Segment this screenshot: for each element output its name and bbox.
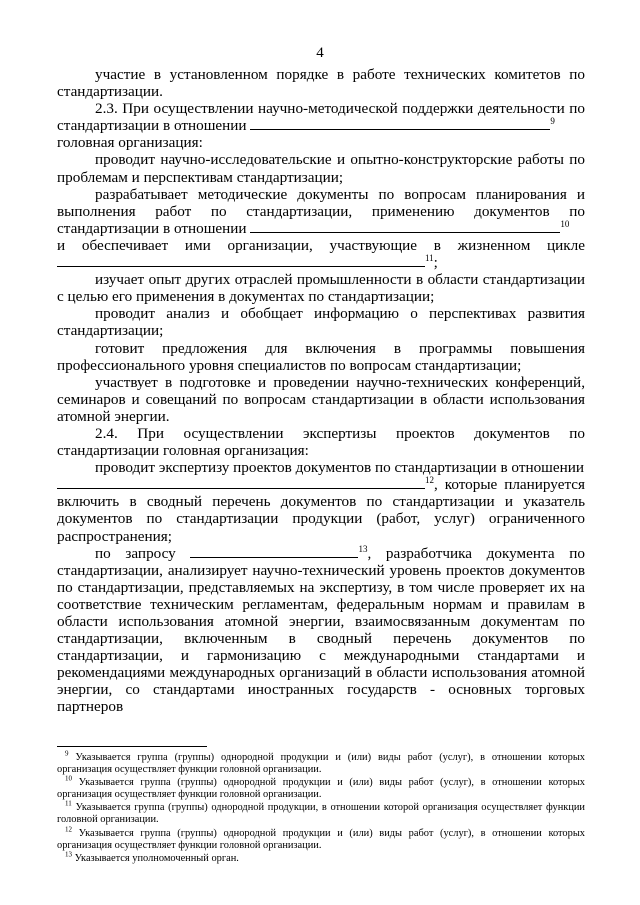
footnote-12: $^{12}$ Указывается группа (группы) однородной продукции и (или) виды работ (услуг), в отношении которых организация осуществляет функции головной организации.	[57, 825, 585, 851]
footnote-ref-12: 12	[425, 475, 434, 486]
footnote-ref-10: 10	[560, 218, 570, 229]
paragraph-methodics: разрабатывает методические документы по вопросам планирования и выполнения работ по стандартизации, применению документов по стандартизации в отношении $^{10}$	[57, 185, 585, 237]
footnote-13: $^{13}$ Указывается уполномоченный орган.	[65, 850, 239, 864]
paragraph-analysis: проводит анализ и обобщает информацию о перспективах развития стандартизации;	[57, 305, 585, 340]
paragraph-2-4: 2.4. При осуществлении экспертизы проектов документов по стандартизации головная организация:	[57, 424, 585, 460]
document-body	[57, 66, 585, 716]
blank-line	[57, 476, 425, 489]
paragraph-2-3: 2.3. При осуществлении научно-методической поддержки деятельности по стандартизации в отношении $^9$ головная организация:	[57, 100, 585, 152]
blank-line	[250, 117, 550, 130]
footnote-10: $^{10}$ Указывается группа (группы) однородной продукции и (или) виды работ (услуг), в отношении которых организация осуществляет функции головной организации.	[57, 774, 585, 801]
footnote-11: $^{11}$ Указывается группа (группы) однородной продукции, в отношении которой организация осуществляет функции головной организации.	[57, 799, 585, 826]
paragraph-request: по запросу $^{13}$, разработчика документа по стандартизации, анализирует научно-технический уровень проектов документов по стандартизации, представляемых на экспертизу, в том числе проверяет их на соответствие техническим регламентам, федеральным нормам и правилам в области использования атомной энергии, взаимосвязанным документам по стандартизации, включенным в сводный перечень документов по стандартизации, и гармонизацию с международными стандартами и рекомендациями международных организаций в области использования атомной энергии, со стандартами иностранных государств - основных торговых партнеров	[57, 543, 585, 716]
paragraph-expertise: проводит экспертизу проектов документов по стандартизации в отношении $^{12}$, которые планируется включить в сводный перечень документов по стандартизации и указатель документов по стандартизации продукции (работ, услуг) ограниченного распространения;	[57, 459, 585, 545]
footnote-separator	[57, 746, 207, 747]
paragraph-experience: изучает опыт других отраслей промышленности в области стандартизации с целью его применения в документах по стандартизации;	[57, 271, 585, 306]
footnotes	[57, 749, 585, 866]
footnote-ref-11: 11	[425, 252, 434, 263]
paragraph-proposals: готовит предложения для включения в программы повышения профессионального уровня специалистов по вопросам стандартизации;	[57, 339, 585, 374]
footnote-ref-9: 9	[550, 116, 555, 127]
paragraph-conferences: участвует в подготовке и проведении научно-технических конференций, семинаров и совещаний по вопросам стандартизации в области использования атомной энергии.	[57, 373, 585, 425]
footnote-9: $^9$ Указывается группа (группы) однородной продукции и (или) виды работ (услуг), в отношении которых организация осуществляет функции головной организации.	[57, 749, 585, 776]
paragraph-lifecycle: и обеспечивает ими организации, участвующие в жизненном цикле $^{11}$;	[57, 236, 585, 272]
page-number: 4	[316, 45, 324, 61]
paragraph-tc-participation: участие в установленном порядке в работе технических комитетов по стандартизации.	[57, 66, 585, 101]
paragraph-research: проводит научно-исследовательские и опытно-конструкторские работы по проблемам и перспективам стандартизации;	[57, 151, 585, 186]
blank-line	[250, 220, 560, 233]
footnote-ref-13: 13	[358, 543, 368, 554]
blank-line	[57, 254, 425, 267]
blank-line	[190, 545, 358, 558]
